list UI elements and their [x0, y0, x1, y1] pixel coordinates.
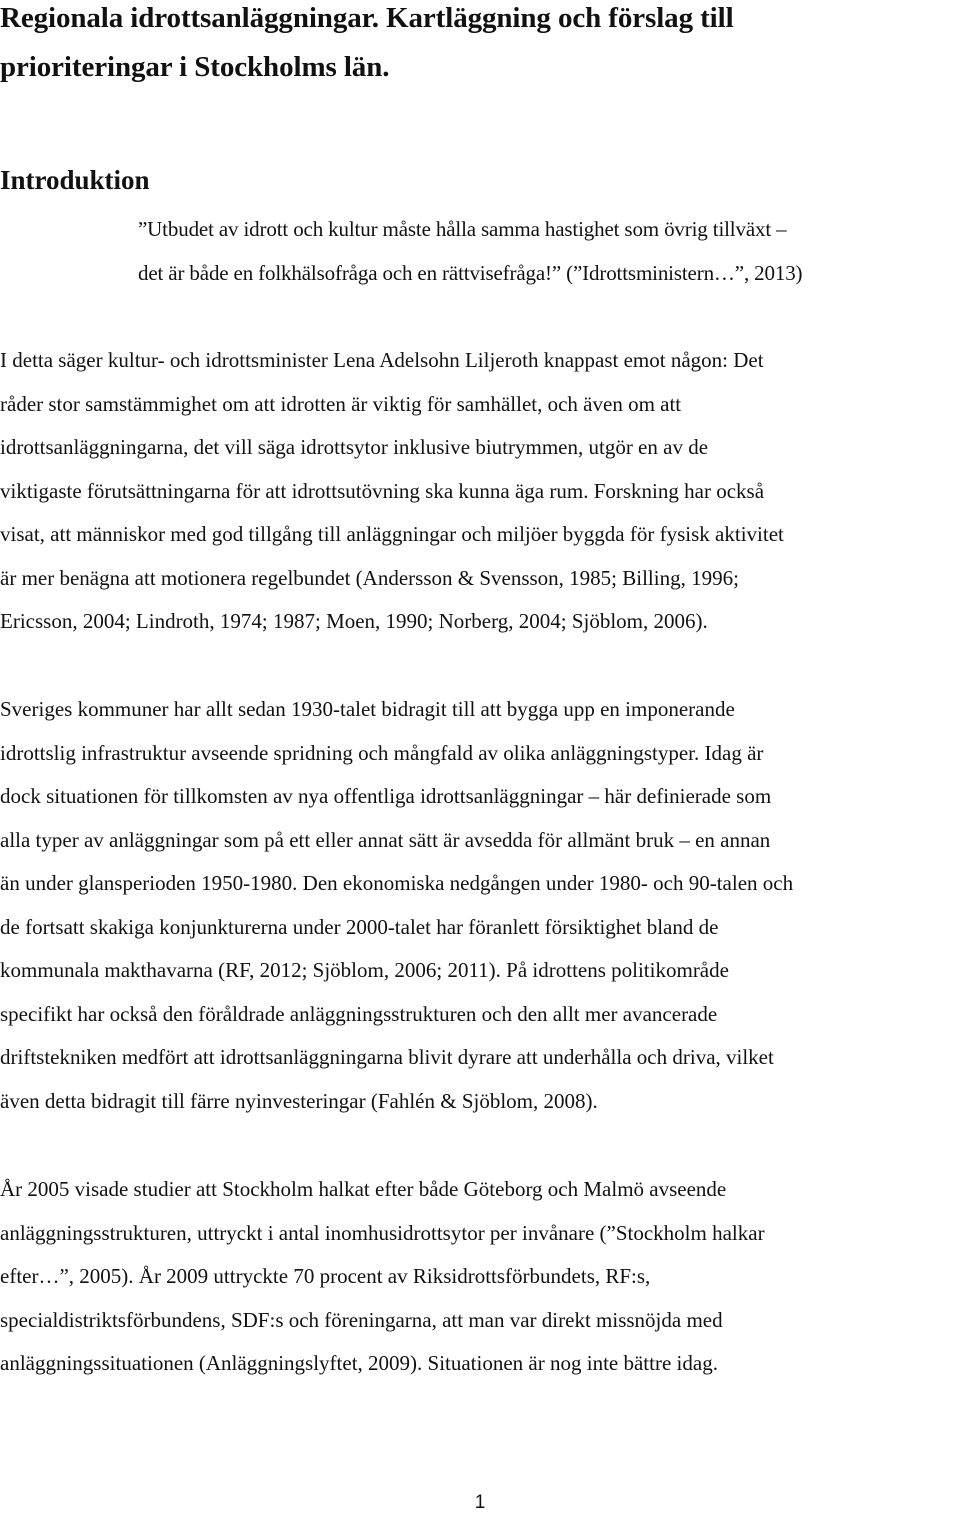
paragraph-line: alla typer av anläggningar som på ett eller annat sätt är avsedda för allmänt bruk – en annan — [0, 827, 771, 852]
paragraph-line: viktigaste förutsättningarna för att idrottsutövning ska kunna äga rum. Forskning har också — [0, 478, 765, 503]
body-paragraph — [0, 339, 960, 644]
paragraph-line: År 2005 visade studier att Stockholm halkat efter både Göteborg och Malmö avseende — [0, 1177, 727, 1201]
body-paragraph — [0, 1168, 960, 1386]
paragraph-line: Ericsson, 2004; Lindroth, 1974; 1987; Moen, 1990; Norberg, 2004; Sjöblom, 2006). — [0, 609, 708, 633]
paragraph-line: Sveriges kommuner har allt sedan 1930-talet bidragit till att bygga upp en imponerande — [0, 697, 735, 721]
paragraph-line: kommunala makthavarna (RF, 2012; Sjöblom, 2006; 2011). På idrottens politikområde — [0, 958, 729, 982]
body-paragraph — [0, 688, 960, 1123]
paragraph-line: än under glansperioden 1950-1980. Den ekonomiska nedgången under 1980- och 90-talen och — [0, 871, 794, 895]
paragraph-line: anläggningssituationen (Anläggningslyftet, 2009). Situationen är nog inte bättre idag. — [0, 1351, 718, 1375]
paragraph-line: dock situationen för tillkomsten av nya offentliga idrottsanläggningar – här definierade som — [0, 784, 772, 808]
paragraph-line: specifikt har också den föråldrade anläggningsstrukturen och den allt mer avancerade — [0, 1001, 718, 1026]
paragraph-line: de fortsatt skakiga konjunkturerna under 2000-talet har föranlett försiktighet bland de — [0, 914, 719, 939]
paragraph-line: driftstekniken medfört att idrottsanläggningarna blivit dyrare att underhålla och driva, vilket — [0, 1045, 774, 1069]
paragraph-line: även detta bidragit till färre nyinvesteringar (Fahlén & Sjöblom, 2008). — [0, 1088, 598, 1113]
paragraph-line: efter…”, 2005). År 2009 uttryckte 70 procent av Riksidrottsförbundets, RF:s, — [0, 1264, 651, 1288]
title-line: Regionala idrottsanläggningar. Kartläggning och förslag till — [0, 2, 734, 34]
quote-line: det är både en folkhälsofråga och en rättvisefråga!” (”Idrottsministern…”, 2013) — [138, 261, 803, 285]
document-title — [0, 0, 955, 92]
paragraph-line: specialdistriktsförbundens, SDF:s och föreningarna, att man var direkt missnöjda med — [0, 1307, 723, 1332]
paragraph-line: idrottsanläggningarna, det vill säga idrottsytor inklusive biutrymmen, utgör en av de — [0, 435, 709, 459]
epigraph-quote — [138, 207, 938, 295]
page-number: 1 — [474, 1492, 486, 1513]
title-line: prioriteringar i Stockholms län. — [0, 51, 390, 83]
paragraph-line: I detta säger kultur- och idrottsminister Lena Adelsohn Liljeroth knappast emot någon: Det — [0, 348, 764, 372]
quote-line: ”Utbudet av idrott och kultur måste hålla samma hastighet som övrig tillväxt – — [138, 217, 787, 241]
paragraph-line: visat, att människor med god tillgång till anläggningar och miljöer byggda för fysisk aktivitet — [0, 522, 784, 546]
paragraph-line: är mer benägna att motionera regelbundet (Andersson & Svensson, 1985; Billing, 1996; — [0, 565, 739, 590]
paragraph-line: idrottslig infrastruktur avseende spridning och mångfald av olika anläggningstyper. Idag är — [0, 740, 764, 765]
paragraph-line: råder stor samstämmighet om att idrotten är viktig för samhället, och även om att — [0, 391, 682, 416]
paragraph-line: anläggningsstrukturen, uttryckt i antal inomhusidrottsytor per invånare (”Stockholm halkar — [0, 1220, 765, 1245]
section-heading: Introduktion — [0, 165, 150, 195]
